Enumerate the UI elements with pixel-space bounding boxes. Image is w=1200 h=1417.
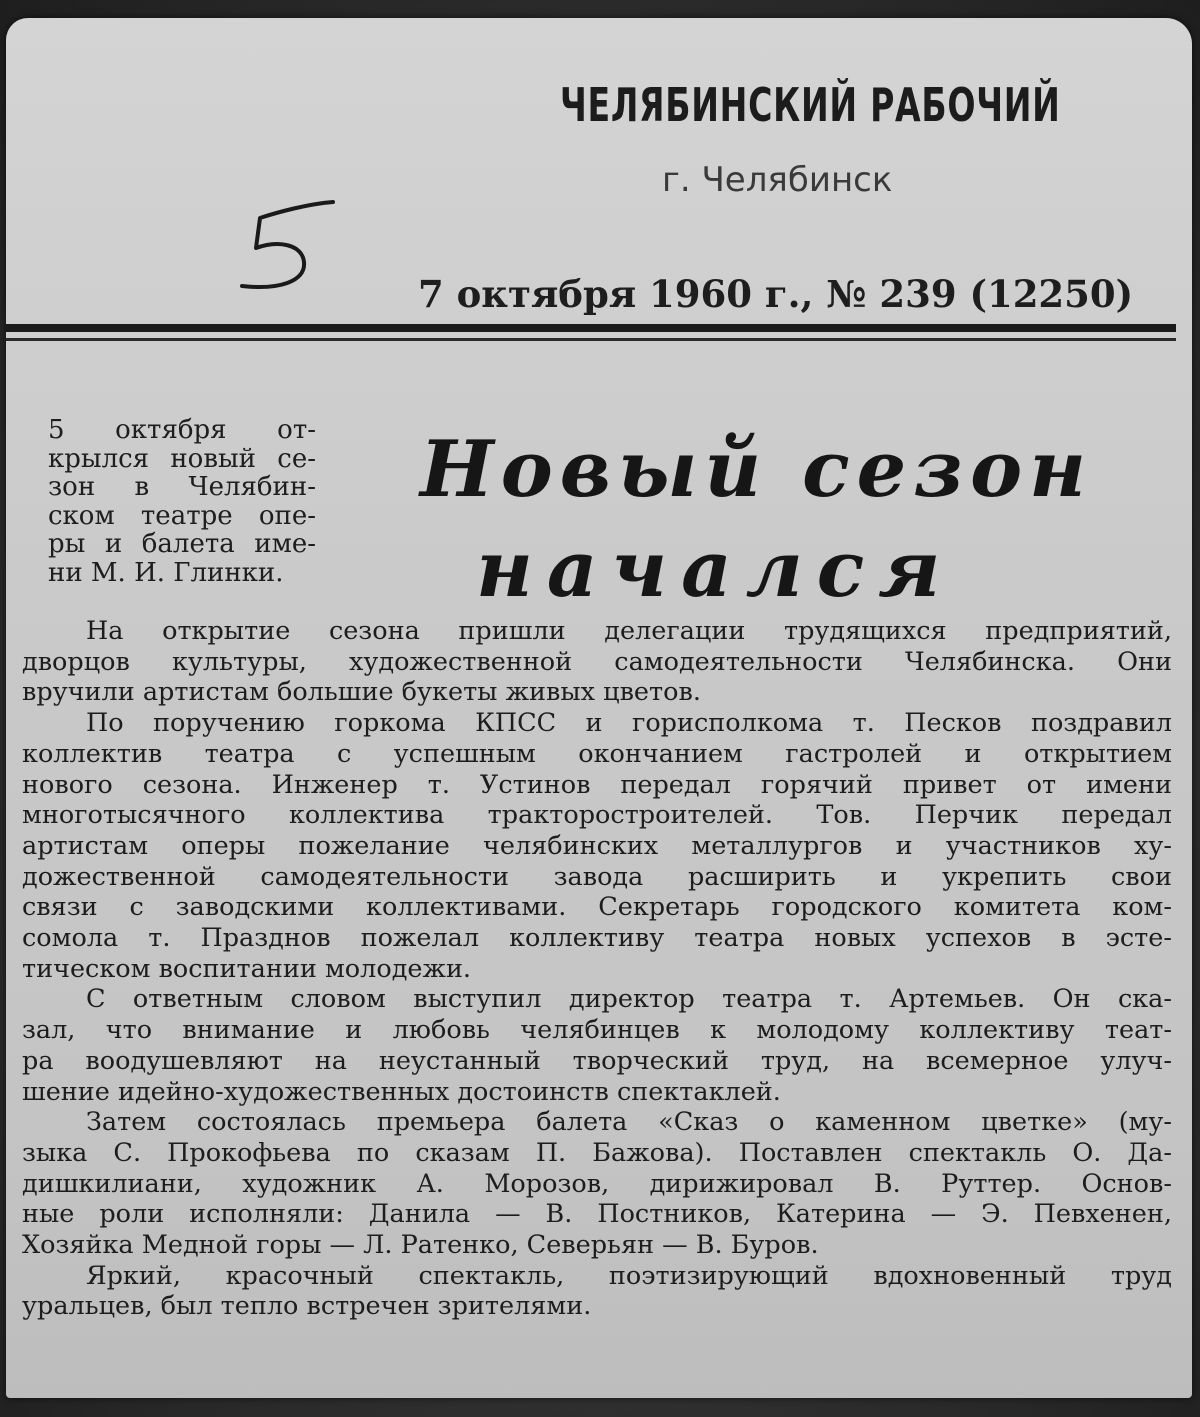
body-line: тическом воспитании молодежи. — [22, 953, 472, 984]
body-line: вручили артистам большие букеты живых цветов. — [22, 677, 701, 708]
body-line: зал, что внимание и любовь челябинцев к молодому коллективу теат- — [22, 1015, 1172, 1046]
handwritten-five-glyph — [238, 190, 348, 300]
body-line: многотысячного коллектива тракторостроителей. Тов. Перчик передал — [22, 800, 1172, 831]
body-line: На открытие сезона пришли делегации трудящихся предприятий, — [86, 616, 1172, 646]
lead-line: 5 октября от- — [48, 415, 316, 445]
masthead-rule-thick — [6, 324, 1176, 332]
body-line: уральцев, был тепло встречен зрителями. — [22, 1291, 592, 1322]
body-line: связи с заводскими коллективами. Секретарь городского комитета ком- — [22, 892, 1172, 923]
body-line: Яркий, красочный спектакль, поэтизирующий вдохновенный труд — [86, 1260, 1172, 1291]
body-line: Хозяйка Медной горы — Л. Ратенко, Северьян — В. Буров. — [22, 1230, 819, 1261]
body-line: коллектив театра с успешным окончанием гастролей и открытием — [22, 738, 1172, 769]
body-line: ные роли исполняли: Данила — В. Постников, Катерина — Э. Певхенен, — [22, 1199, 1172, 1230]
body-line: сомола т. Празднов пожелал коллективу театра новых успехов в эсте- — [22, 923, 1172, 954]
body-line: дишкилиани, художник А. Морозов, дирижировал В. Руттер. Основ- — [22, 1168, 1172, 1199]
lead-line: ском театре опе- — [48, 500, 316, 531]
newspaper-stamp-title: ЧЕЛЯБИНСКИЙ РАБОЧИЙ — [560, 78, 1061, 132]
lead-line: крылся новый се- — [48, 443, 316, 474]
article-body — [22, 616, 1172, 1322]
headline-line-2: начался — [476, 524, 955, 615]
article-headline — [420, 420, 1093, 620]
handwritten-number — [238, 190, 348, 305]
lead-line: зон в Челябин- — [48, 472, 316, 502]
body-line: нового сезона. Инженер т. Устинов передал горячий привет от имени — [22, 769, 1172, 800]
newspaper-stamp-city: г. Челябинск — [662, 160, 893, 200]
lead-line: ры и балета име- — [48, 529, 316, 559]
body-line: дворцов культуры, художественной самодеятельности Челябинска. Они — [22, 646, 1172, 677]
issue-dateline: 7 октября 1960 г., № 239 (12250) — [418, 272, 1134, 316]
masthead-rule-thin — [6, 338, 1176, 341]
body-line: артистам оперы пожелание челябинских металлургов и участников ху- — [22, 830, 1172, 861]
body-line: ра воодушевляют на неустанный творческий труд, на всемерное улуч- — [22, 1045, 1172, 1076]
body-line: шение идейно-художественных достоинств спектаклей. — [22, 1076, 781, 1107]
body-line: зыка С. Прокофьева по сказам П. Бажова). Поставлен спектакль О. Да- — [22, 1137, 1172, 1168]
body-line: дожественной самодеятельности завода расширить и укрепить свои — [22, 861, 1172, 892]
lead-paragraph — [48, 416, 316, 587]
body-line: По поручению горкома КПСС и горисполкома т. Песков поздравил — [86, 708, 1172, 739]
lead-line: ни М. И. Глинки. — [48, 557, 284, 588]
headline-line-1: Новый сезон — [420, 424, 1093, 515]
body-line: Затем состоялась премьера балета «Сказ о каменном цветке» (му- — [86, 1107, 1172, 1138]
body-line: С ответным словом выступил директор театра т. Артемьев. Он ска- — [86, 984, 1172, 1015]
